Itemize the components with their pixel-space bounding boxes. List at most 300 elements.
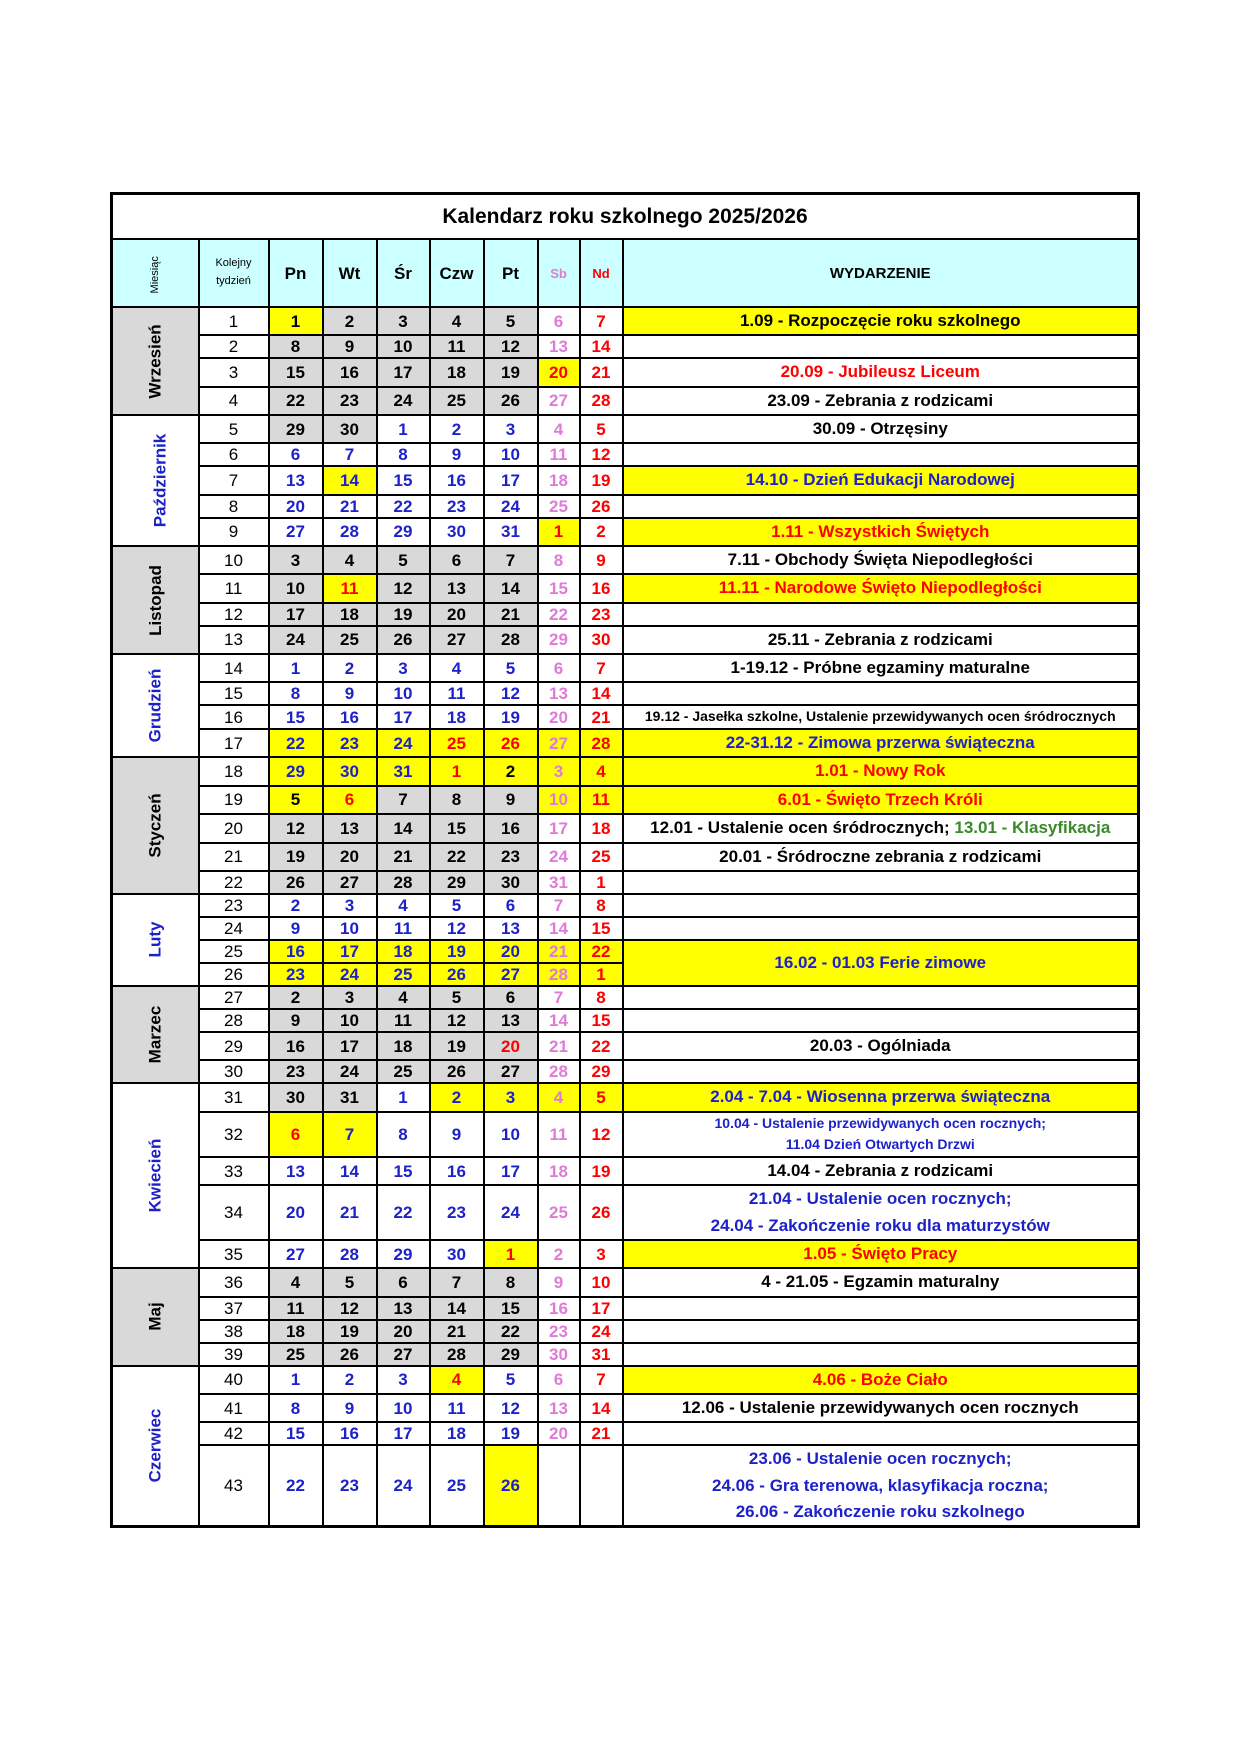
- event-cell: [623, 1112, 1139, 1157]
- day-tue: 30: [323, 415, 377, 443]
- event-text: 26.06 - Zakończenie roku szkolnego: [735, 1502, 1025, 1521]
- day-sat: 15: [538, 574, 580, 602]
- day-tue: 25: [323, 626, 377, 654]
- day-tue: 20: [323, 843, 377, 871]
- week-row: [112, 1422, 1139, 1445]
- week-number: 11: [199, 574, 269, 602]
- day-sat: 2: [538, 1240, 580, 1268]
- day-sun: 19: [580, 466, 623, 494]
- day-fri: 12: [484, 335, 538, 358]
- event-text: 4.06 - Boże Ciało: [812, 1369, 948, 1389]
- day-thu: 23: [430, 1185, 484, 1240]
- day-wed: 14: [377, 814, 430, 842]
- day-sun: 22: [580, 1032, 623, 1060]
- week-row: [112, 1009, 1139, 1032]
- event-cell: [623, 307, 1139, 335]
- week-row: [112, 335, 1139, 358]
- header-thu: Czw: [430, 239, 484, 307]
- event-cell: [623, 574, 1139, 602]
- day-tue: 27: [323, 871, 377, 894]
- day-fri: 24: [484, 1185, 538, 1240]
- day-tue: 14: [323, 466, 377, 494]
- day-fri: 6: [484, 986, 538, 1009]
- day-mon: 22: [269, 387, 323, 415]
- day-fri: 13: [484, 917, 538, 940]
- day-wed: 3: [377, 307, 430, 335]
- week-row: [112, 757, 1139, 785]
- day-thu: 25: [430, 729, 484, 757]
- day-fri: 20: [484, 1032, 538, 1060]
- event-cell: [623, 729, 1139, 757]
- day-thu: 30: [430, 518, 484, 546]
- event-cell: [623, 654, 1139, 682]
- week-row: [112, 1083, 1139, 1111]
- day-wed: 22: [377, 1185, 430, 1240]
- day-sun: 28: [580, 729, 623, 757]
- event-text: 20.01 - Śródroczne zebrania z rodzicami: [719, 846, 1042, 866]
- week-number: 13: [199, 626, 269, 654]
- week-number: 25: [199, 940, 269, 963]
- day-tue: 21: [323, 495, 377, 518]
- day-sun: 24: [580, 1320, 623, 1343]
- day-sun: 1: [580, 871, 623, 894]
- header-event: WYDARZENIE: [623, 239, 1139, 307]
- day-wed: 25: [377, 963, 430, 986]
- day-fri: 6: [484, 894, 538, 917]
- week-number: 4: [199, 387, 269, 415]
- day-thu: 28: [430, 1343, 484, 1366]
- day-thu: 16: [430, 466, 484, 494]
- day-tue: 7: [323, 443, 377, 466]
- event-cell: [623, 1083, 1139, 1111]
- day-sat: 17: [538, 814, 580, 842]
- day-mon: 29: [269, 757, 323, 785]
- day-fri: 28: [484, 626, 538, 654]
- day-sun: 5: [580, 1083, 623, 1111]
- event-cell: [623, 1240, 1139, 1268]
- day-fri: 31: [484, 518, 538, 546]
- week-number: 19: [199, 786, 269, 814]
- day-wed: 12: [377, 574, 430, 602]
- week-number: 29: [199, 1032, 269, 1060]
- day-tue: 3: [323, 894, 377, 917]
- day-mon: 20: [269, 1185, 323, 1240]
- day-sun: 14: [580, 1394, 623, 1422]
- day-sun: 16: [580, 574, 623, 602]
- day-fri: 13: [484, 1009, 538, 1032]
- week-row: [112, 1032, 1139, 1060]
- event-text: 12.06 - Ustalenie przewidywanych ocen rocznych: [681, 1397, 1079, 1417]
- day-tue: 2: [323, 654, 377, 682]
- week-row: [112, 443, 1139, 466]
- week-row: [112, 1320, 1139, 1343]
- week-row: [112, 1366, 1139, 1394]
- day-fri: 26: [484, 729, 538, 757]
- day-wed: 29: [377, 1240, 430, 1268]
- day-thu: 25: [430, 387, 484, 415]
- day-sun: 7: [580, 1366, 623, 1394]
- day-mon: 23: [269, 963, 323, 986]
- day-mon: 1: [269, 1366, 323, 1394]
- day-thu: 2: [430, 1083, 484, 1111]
- day-thu: 6: [430, 546, 484, 574]
- day-fri: 24: [484, 495, 538, 518]
- header-tue: Wt: [323, 239, 377, 307]
- day-sun: 8: [580, 986, 623, 1009]
- week-number: 12: [199, 603, 269, 626]
- event-text: 25.11 - Zebrania z rodzicami: [767, 629, 993, 649]
- day-tue: 28: [323, 1240, 377, 1268]
- event-cell: [623, 843, 1139, 871]
- day-tue: 18: [323, 603, 377, 626]
- day-sun: 12: [580, 443, 623, 466]
- event-text: 1-19.12 - Próbne egzaminy maturalne: [730, 658, 1030, 678]
- day-wed: 7: [377, 786, 430, 814]
- event-cell: [623, 1185, 1139, 1240]
- week-number: 40: [199, 1366, 269, 1394]
- day-sun: 3: [580, 1240, 623, 1268]
- event-cell: [623, 786, 1139, 814]
- week-number: 33: [199, 1157, 269, 1185]
- week-row: [112, 518, 1139, 546]
- day-sun: 26: [580, 495, 623, 518]
- week-number: 10: [199, 546, 269, 574]
- day-tue: 6: [323, 786, 377, 814]
- day-wed: 25: [377, 1060, 430, 1083]
- event-cell: [623, 871, 1139, 894]
- day-tue: 16: [323, 705, 377, 729]
- day-thu: 22: [430, 843, 484, 871]
- day-thu: 5: [430, 986, 484, 1009]
- day-sun: 14: [580, 682, 623, 705]
- day-thu: 9: [430, 443, 484, 466]
- event-cell: [623, 814, 1139, 842]
- day-wed: 5: [377, 546, 430, 574]
- week-number: 22: [199, 871, 269, 894]
- week-number: 3: [199, 358, 269, 386]
- day-tue: 9: [323, 1394, 377, 1422]
- day-tue: 26: [323, 1343, 377, 1366]
- week-row: [112, 814, 1139, 842]
- day-sun: 5: [580, 415, 623, 443]
- day-sat: 30: [538, 1343, 580, 1366]
- day-mon: 23: [269, 1060, 323, 1083]
- day-sat: 1: [538, 518, 580, 546]
- event-cell: [623, 387, 1139, 415]
- day-tue: 16: [323, 1422, 377, 1445]
- event-cell: [623, 1394, 1139, 1422]
- week-number: 7: [199, 466, 269, 494]
- day-mon: 8: [269, 1394, 323, 1422]
- week-number: 23: [199, 894, 269, 917]
- event-cell: [623, 1343, 1139, 1366]
- day-tue: 9: [323, 682, 377, 705]
- event-text: 24.06 - Gra terenowa, klasyfikacja roczna;: [712, 1475, 1049, 1495]
- day-fri: 7: [484, 546, 538, 574]
- week-row: [112, 1297, 1139, 1320]
- day-tue: 31: [323, 1083, 377, 1111]
- month-label: Wrzesień: [112, 307, 199, 415]
- day-tue: 23: [323, 387, 377, 415]
- day-mon: 12: [269, 814, 323, 842]
- day-mon: 19: [269, 843, 323, 871]
- week-row: [112, 786, 1139, 814]
- week-row: [112, 871, 1139, 894]
- day-tue: 9: [323, 335, 377, 358]
- day-mon: 6: [269, 443, 323, 466]
- week-number: 2: [199, 335, 269, 358]
- week-number: 14: [199, 654, 269, 682]
- event-cell: [623, 1422, 1139, 1445]
- day-wed: 26: [377, 626, 430, 654]
- day-thu: 18: [430, 358, 484, 386]
- event-cell: [623, 335, 1139, 358]
- day-mon: 27: [269, 518, 323, 546]
- day-sat: 25: [538, 1185, 580, 1240]
- week-number: 31: [199, 1083, 269, 1111]
- day-sat: 6: [538, 1366, 580, 1394]
- day-thu: 1: [430, 757, 484, 785]
- event-text: 14.10 - Dzień Edukacji Narodowej: [745, 470, 1015, 490]
- day-tue: 2: [323, 1366, 377, 1394]
- day-wed: 21: [377, 843, 430, 871]
- day-tue: 3: [323, 986, 377, 1009]
- event-cell: [623, 1366, 1139, 1394]
- day-tue: 5: [323, 1268, 377, 1296]
- event-text: 21.04 - Ustalenie ocen rocznych;: [748, 1189, 1012, 1209]
- week-number: 35: [199, 1240, 269, 1268]
- week-number: 21: [199, 843, 269, 871]
- day-mon: 22: [269, 1445, 323, 1527]
- day-sun: 28: [580, 387, 623, 415]
- day-mon: 13: [269, 1157, 323, 1185]
- day-thu: 2: [430, 415, 484, 443]
- day-mon: 15: [269, 358, 323, 386]
- day-sun: 23: [580, 603, 623, 626]
- day-fri: 9: [484, 786, 538, 814]
- week-number: 6: [199, 443, 269, 466]
- day-sat: 20: [538, 705, 580, 729]
- day-mon: 30: [269, 1083, 323, 1111]
- day-sun: 25: [580, 843, 623, 871]
- day-fri: 21: [484, 603, 538, 626]
- day-fri: 3: [484, 1083, 538, 1111]
- week-number: 28: [199, 1009, 269, 1032]
- event-text: 16.02 - 01.03 Ferie zimowe: [774, 952, 987, 972]
- day-tue: 11: [323, 574, 377, 602]
- week-number: 1: [199, 307, 269, 335]
- day-tue: 24: [323, 963, 377, 986]
- day-thu: 27: [430, 626, 484, 654]
- week-row: [112, 654, 1139, 682]
- day-wed: 28: [377, 871, 430, 894]
- day-fri: 17: [484, 466, 538, 494]
- day-sat: 22: [538, 603, 580, 626]
- week-row: [112, 843, 1139, 871]
- week-row: [112, 387, 1139, 415]
- day-mon: 15: [269, 705, 323, 729]
- event-cell: [623, 358, 1139, 386]
- event-cell: [623, 682, 1139, 705]
- day-sat: 18: [538, 466, 580, 494]
- week-row: [112, 546, 1139, 574]
- day-thu: 12: [430, 917, 484, 940]
- day-mon: 8: [269, 682, 323, 705]
- day-sat: 14: [538, 1009, 580, 1032]
- event-cell: [623, 894, 1139, 917]
- calendar-body: [112, 307, 1139, 1527]
- day-fri: 26: [484, 387, 538, 415]
- month-label: Październik: [112, 415, 199, 546]
- day-fri: 23: [484, 843, 538, 871]
- event-text: 2.04 - 7.04 - Wiosenna przerwa świąteczna: [710, 1087, 1051, 1107]
- day-sat: 31: [538, 871, 580, 894]
- month-label: Luty: [112, 894, 199, 986]
- day-thu: 19: [430, 940, 484, 963]
- day-wed: 3: [377, 654, 430, 682]
- calendar-title: Kalendarz roku szkolnego 2025/2026: [112, 194, 1139, 240]
- day-fri: 15: [484, 1297, 538, 1320]
- day-sat: 27: [538, 729, 580, 757]
- week-number: 43: [199, 1445, 269, 1527]
- event-cell: [623, 940, 1139, 986]
- day-fri: 27: [484, 963, 538, 986]
- day-sun: 12: [580, 1112, 623, 1157]
- event-cell: [623, 1268, 1139, 1296]
- day-thu: 18: [430, 705, 484, 729]
- day-mon: 25: [269, 1343, 323, 1366]
- week-number: 42: [199, 1422, 269, 1445]
- day-sat: 4: [538, 1083, 580, 1111]
- day-sun: 22: [580, 940, 623, 963]
- event-text: 19.12 - Jasełka szkolne, Ustalenie przewidywanych ocen śródrocznych: [644, 708, 1116, 725]
- day-wed: 19: [377, 603, 430, 626]
- week-number: 37: [199, 1297, 269, 1320]
- day-fri: 27: [484, 1060, 538, 1083]
- day-sat: 28: [538, 1060, 580, 1083]
- day-sun: 7: [580, 307, 623, 335]
- event-text: 11.11 - Narodowe Święto Niepodległości: [718, 578, 1042, 598]
- day-sat: 21: [538, 1032, 580, 1060]
- day-fri: 12: [484, 1394, 538, 1422]
- day-wed: 22: [377, 495, 430, 518]
- day-sat: 11: [538, 443, 580, 466]
- day-sat: 16: [538, 1297, 580, 1320]
- day-wed: 17: [377, 1422, 430, 1445]
- day-fri: 19: [484, 358, 538, 386]
- day-thu: 7: [430, 1268, 484, 1296]
- day-mon: 24: [269, 626, 323, 654]
- week-row: [112, 415, 1139, 443]
- week-row: [112, 626, 1139, 654]
- day-fri: 8: [484, 1268, 538, 1296]
- day-wed: 6: [377, 1268, 430, 1296]
- day-wed: 4: [377, 894, 430, 917]
- month-label: Marzec: [112, 986, 199, 1083]
- day-fri: 5: [484, 307, 538, 335]
- day-sun: 17: [580, 1297, 623, 1320]
- day-thu: 14: [430, 1297, 484, 1320]
- day-thu: 26: [430, 963, 484, 986]
- header-sat: Sb: [538, 239, 580, 307]
- day-fri: 19: [484, 705, 538, 729]
- day-sun: 29: [580, 1060, 623, 1083]
- day-thu: 13: [430, 574, 484, 602]
- header-month: Miesiąc: [112, 239, 199, 307]
- header-wed: Śr: [377, 239, 430, 307]
- event-cell: [623, 1320, 1139, 1343]
- day-fri: 14: [484, 574, 538, 602]
- day-thu: 4: [430, 1366, 484, 1394]
- event-cell: [623, 917, 1139, 940]
- event-cell: [623, 705, 1139, 729]
- event-text: 23.09 - Zebrania z rodzicami: [767, 390, 994, 410]
- day-fri: 26: [484, 1445, 538, 1527]
- day-thu: 19: [430, 1032, 484, 1060]
- day-wed: 15: [377, 1157, 430, 1185]
- week-row: [112, 1185, 1139, 1240]
- day-mon: 11: [269, 1297, 323, 1320]
- day-mon: 27: [269, 1240, 323, 1268]
- day-wed: 31: [377, 757, 430, 785]
- day-sun: [580, 1445, 623, 1527]
- day-mon: 17: [269, 603, 323, 626]
- event-cell: [623, 415, 1139, 443]
- day-fri: 20: [484, 940, 538, 963]
- day-fri: 5: [484, 654, 538, 682]
- day-wed: 1: [377, 1083, 430, 1111]
- day-wed: 20: [377, 1320, 430, 1343]
- day-tue: 14: [323, 1157, 377, 1185]
- day-mon: 18: [269, 1320, 323, 1343]
- day-sun: 2: [580, 518, 623, 546]
- month-label: Styczeń: [112, 757, 199, 893]
- day-sat: 6: [538, 307, 580, 335]
- event-text: 1.11 - Wszystkich Świętych: [771, 521, 990, 541]
- day-thu: 16: [430, 1157, 484, 1185]
- event-cell: [623, 1297, 1139, 1320]
- week-row: [112, 1240, 1139, 1268]
- week-number: 17: [199, 729, 269, 757]
- day-wed: 10: [377, 682, 430, 705]
- day-thu: 9: [430, 1112, 484, 1157]
- day-fri: 17: [484, 1157, 538, 1185]
- day-mon: 26: [269, 871, 323, 894]
- day-thu: 4: [430, 654, 484, 682]
- week-number: 26: [199, 963, 269, 986]
- day-thu: 8: [430, 786, 484, 814]
- day-sat: 23: [538, 1320, 580, 1343]
- day-wed: 17: [377, 705, 430, 729]
- week-number: 24: [199, 917, 269, 940]
- day-tue: 23: [323, 729, 377, 757]
- event-cell: [623, 518, 1139, 546]
- week-number: 18: [199, 757, 269, 785]
- day-sat: 13: [538, 335, 580, 358]
- day-tue: 24: [323, 1060, 377, 1083]
- day-thu: 26: [430, 1060, 484, 1083]
- day-thu: 18: [430, 1422, 484, 1445]
- week-row: [112, 1445, 1139, 1527]
- day-fri: 30: [484, 871, 538, 894]
- week-row: [112, 1112, 1139, 1157]
- day-mon: 3: [269, 546, 323, 574]
- event-text: 1.01 - Nowy Rok: [815, 761, 946, 781]
- header-sun: Nd: [580, 239, 623, 307]
- week-row: [112, 986, 1139, 1009]
- day-mon: 16: [269, 940, 323, 963]
- day-sat: 28: [538, 963, 580, 986]
